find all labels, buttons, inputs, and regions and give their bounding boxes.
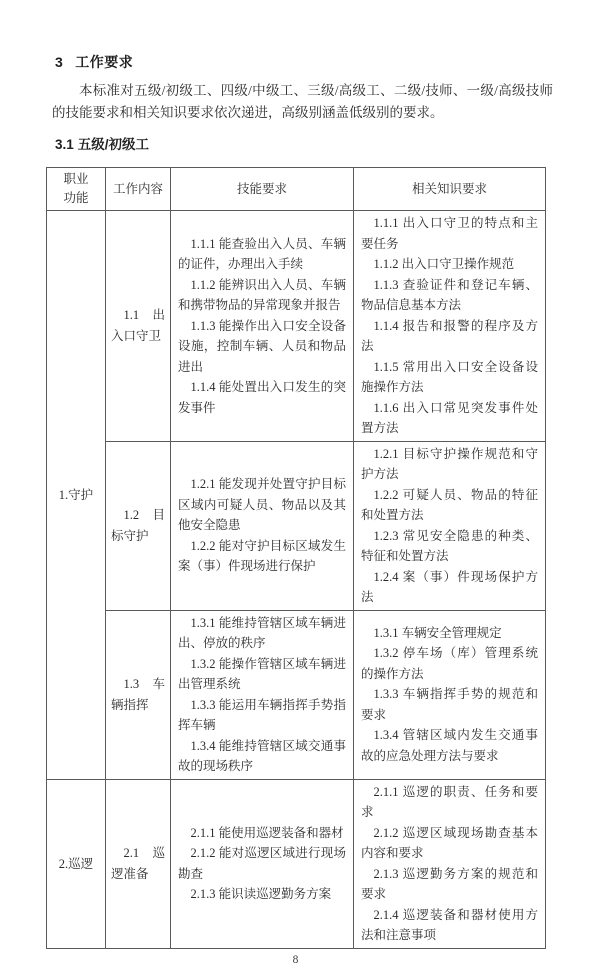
work-content-text: 1.2 目标守护	[111, 508, 165, 543]
occupational-function-cell: 2.巡逻	[47, 779, 106, 948]
skill-item: 1.3.2 能操作管辖区域车辆进出管理系统	[178, 656, 346, 691]
knowledge-item: 2.1.1 巡逻的职责、任务和要求	[361, 784, 538, 819]
table-body	[47, 211, 546, 949]
skill-item: 1.3.4 能维持管辖区域交通事故的现场秩序	[178, 738, 346, 773]
header-skill-requirements: 技能要求	[171, 168, 354, 211]
skill-item: 1.2.1 能发现并处置守护目标区域内可疑人员、物品以及其他安全隐患	[178, 477, 346, 533]
work-content-cell	[106, 441, 171, 610]
work-content-cell	[106, 610, 171, 779]
skill-item: 2.1.1 能使用巡逻装备和器材	[190, 825, 344, 840]
skill-item: 1.2.2 能对守护目标区域发生案（事）件现场进行保护	[178, 538, 346, 574]
knowledge-item: 1.3.3 车辆指挥手势的规范和要求	[361, 687, 538, 722]
page-number: 8	[292, 953, 299, 966]
knowledge-item: 1.1.6 出入口常见突发事件处置方法	[361, 400, 538, 435]
knowledge-item: 1.3.4 管辖区域内发生交通事故的应急处理方法与要求	[361, 728, 538, 763]
skill-requirements-cell	[171, 779, 354, 948]
work-content-text: 2.1 巡逻准备	[111, 846, 165, 881]
table-row	[47, 211, 546, 442]
subsection-number: 3.1	[55, 137, 74, 152]
subsection-heading	[55, 133, 553, 153]
knowledge-item: 1.1.3 查验证件和登记车辆、物品信息基本方法	[361, 277, 538, 312]
knowledge-item: 1.3.2 停车场（库）管理系统的操作方法	[361, 646, 538, 681]
intro-paragraph: 本标准对五级/初级工、四级/中级工、三级/高级工、二级/技师、一级/高级技师的技能要求和相关知识要求依次递进，高级别涵盖低级别的要求。	[52, 83, 553, 120]
work-content-cell	[106, 779, 171, 948]
work-content-cell	[106, 211, 171, 442]
skill-item: 1.3.3 能运用车辆指挥手势指挥车辆	[178, 697, 346, 732]
knowledge-requirements-cell	[354, 610, 546, 779]
subsection-title: 五级/初级工	[77, 137, 150, 152]
table-header-row	[47, 168, 546, 211]
section-heading	[55, 52, 553, 72]
header-occupational-function: 职业功能	[47, 168, 106, 211]
header-work-content: 工作内容	[106, 168, 171, 211]
work-content-text: 1.3 车辆指挥	[111, 677, 165, 712]
knowledge-item: 2.1.4 巡逻装备和器材使用方法和注意事项	[361, 907, 538, 942]
knowledge-item: 1.1.2 出入口守卫操作规范	[373, 257, 515, 271]
requirements-table	[46, 167, 546, 949]
section-number: 3	[55, 54, 64, 70]
skill-requirements-cell	[171, 610, 354, 779]
knowledge-item: 1.2.3 常见安全隐患的种类、特征和处置方法	[361, 528, 538, 563]
knowledge-item: 1.1.1 出入口守卫的特点和主要任务	[361, 216, 538, 251]
knowledge-item: 1.3.1 车辆安全管理规定	[373, 625, 502, 640]
skill-item: 1.1.2 能辨识出入人员、车辆和携带物品的异常现象并报告	[178, 277, 346, 312]
table-row	[47, 610, 546, 779]
occupational-function-cell: 1.守护	[47, 211, 106, 780]
skill-item: 1.3.1 能维持管辖区域车辆进出、停放的秩序	[178, 615, 346, 650]
knowledge-requirements-cell	[354, 779, 546, 948]
skill-item: 2.1.3 能识读巡逻勤务方案	[190, 887, 332, 901]
knowledge-item: 1.2.2 可疑人员、物品的特征和处置方法	[361, 487, 538, 522]
skill-item: 1.1.4 能处置出入口发生的突发事件	[178, 380, 346, 415]
skill-requirements-cell	[171, 441, 354, 610]
skill-item: 1.1.1 能查验出入人员、车辆的证件，办理出入手续	[178, 236, 346, 271]
skill-item: 2.1.2 能对巡逻区域进行现场勘查	[178, 846, 346, 881]
table-row	[47, 441, 546, 610]
skill-item: 1.1.3 能操作出入口安全设备设施，控制车辆、人员和物品进出	[178, 318, 346, 374]
header-knowledge-requirements: 相关知识要求	[354, 168, 546, 211]
knowledge-item: 1.2.1 目标守护操作规范和守护方法	[361, 446, 538, 481]
knowledge-item: 2.1.3 巡逻勤务方案的规范和要求	[361, 866, 538, 901]
knowledge-item: 1.1.5 常用出入口安全设备设施操作方法	[361, 359, 538, 394]
skill-requirements-cell	[171, 211, 354, 442]
knowledge-item: 1.2.4 案（事）件现场保护方法	[361, 569, 538, 604]
knowledge-requirements-cell	[354, 211, 546, 442]
work-content-text: 1.1 出入口守卫	[111, 308, 165, 343]
section-title: 工作要求	[75, 54, 134, 70]
knowledge-item: 2.1.2 巡逻区域现场勘查基本内容和要求	[361, 825, 538, 860]
table-row	[47, 779, 546, 948]
knowledge-item: 1.1.4 报告和报警的程序及方法	[361, 318, 538, 353]
knowledge-requirements-cell	[354, 441, 546, 610]
